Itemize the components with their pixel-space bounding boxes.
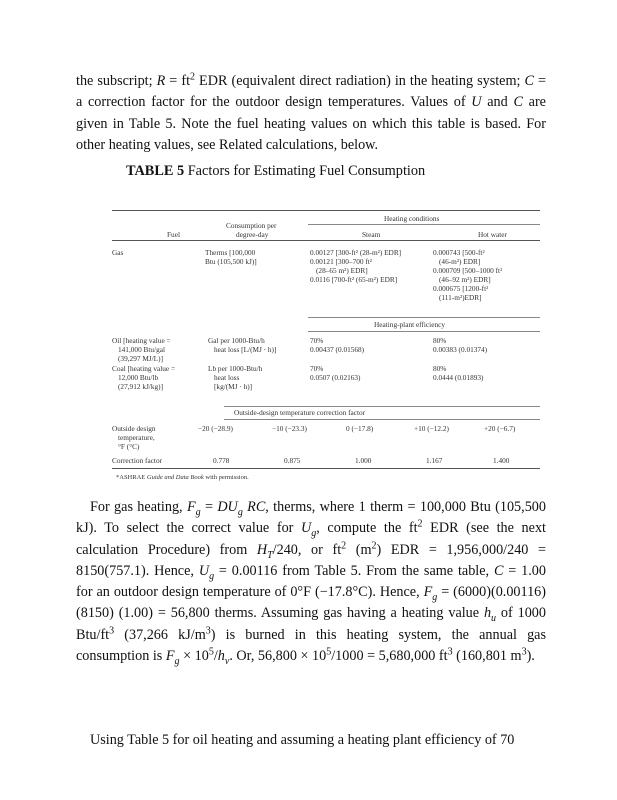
gas-fuel: Gas bbox=[112, 248, 124, 257]
header-consumption-2: degree-day bbox=[236, 230, 269, 239]
gas-hotwater-4: (46–92 m²) EDR] bbox=[439, 275, 491, 284]
gas-steam-2: 0.00121 [300–700 ft² bbox=[310, 257, 372, 266]
oil-fuel-2: 141,000 Btu/gal bbox=[118, 345, 166, 354]
gas-hotwater-5: 0.000675 [1200-ft² bbox=[433, 284, 489, 293]
oil-steam-efficiency: 70% bbox=[310, 336, 324, 345]
gas-hotwater-6: (111-m²)EDR] bbox=[439, 293, 482, 302]
header-fuel: Fuel bbox=[167, 230, 180, 239]
temp-2: −10 (−23.3) bbox=[272, 424, 307, 433]
oil-fuel-1: Oil [heating value = bbox=[112, 336, 171, 345]
coal-fuel-2: 12,000 Btu/lb bbox=[118, 373, 159, 382]
oil-consumption-1: Gal per 1000-Btu/h bbox=[208, 336, 265, 345]
header-consumption-1: Consumption per bbox=[226, 221, 277, 230]
gas-consumption-2: Btu (105,500 kJ)] bbox=[205, 257, 257, 266]
outside-design-label-2: temperature, bbox=[118, 433, 155, 442]
header-heating-conditions: Heating conditions bbox=[384, 214, 440, 223]
gas-steam-3: (28–65 m²) EDR] bbox=[316, 266, 368, 275]
correction-factor-label: Correction factor bbox=[112, 456, 163, 465]
oil-fuel-3: (39,297 MJ/L)] bbox=[118, 354, 163, 363]
coal-consumption-2: heat loss bbox=[214, 373, 240, 382]
header-steam: Steam bbox=[362, 230, 381, 239]
oil-hotwater-value: 0.00383 (0.01374) bbox=[433, 345, 488, 354]
coal-steam-efficiency: 70% bbox=[310, 364, 324, 373]
factor-4: 1.167 bbox=[426, 456, 443, 465]
outside-design-label-1: Outside design bbox=[112, 424, 156, 433]
coal-hotwater-efficiency: 80% bbox=[433, 364, 447, 373]
temp-1: −20 (−28.9) bbox=[198, 424, 233, 433]
gas-hotwater-2: (46-m²) EDR] bbox=[439, 257, 481, 266]
outside-design-label-3: °F (°C) bbox=[118, 442, 140, 451]
factor-1: 0.778 bbox=[213, 456, 230, 465]
coal-consumption-3: [kg/(MJ · h)] bbox=[214, 382, 253, 391]
oil-consumption-2: heat loss [L/(MJ · h)] bbox=[214, 345, 277, 354]
gas-steam-1: 0.00127 [300-ft² (28-m²) EDR] bbox=[310, 248, 402, 257]
oil-hotwater-efficiency: 80% bbox=[433, 336, 447, 345]
oil-steam-value: 0.00437 (0.01568) bbox=[310, 345, 365, 354]
temp-5: +20 (−6.7) bbox=[484, 424, 516, 433]
correction-header: Outside-design temperature correction factor bbox=[234, 408, 366, 417]
paragraph-intro: the subscript; $R = ft^2$ EDR (equivalent direct radiation) in the heating system; C = a correction factor for the outdoor design temperatures. Values of U and C are given in Table 5. Note the fuel heating values on which this table is based. For other heating values, see Related calculations, below. bbox=[76, 71, 546, 153]
paragraph-gas-heating: For gas heating, $F_g = DU_g$ RC, therms, where 1 therm = 100,000 Btu (105,500 kJ). To select the correct value for $U_g$, compute the $ft^2$ EDR (see the next calculation Procedure) from $H_T/240$, or $ft^2$ $(m^2)$ EDR = 1,956,000/240 = 8150(757.1). Hence, $U_g = 0.00116$ from Table 5. From the same table, C = 1.00 for an outdoor design temperature of 0°F (−17.8°C). Hence, $F_g = (6000)(0.00116)(8150) (1.00) = 56,800$ therms. Assuming gas having a heating value $h_u$ of 1000 Btu/$ft^3$ (37,266 $kJ/m^3$) is burned in this heating system, the annual gas consumption is $F_g \times 10^5/h_v$. Or, $56,800 \times 10^5/1000 = 5,680,000$ $ft^3$ (160,801 $m^3$). bbox=[76, 499, 546, 667]
gas-hotwater-1: 0.000743 [500-ft² bbox=[433, 248, 485, 257]
coal-hotwater-value: 0.0444 (0.01893) bbox=[433, 373, 484, 382]
paragraph-oil-heating: Using Table 5 for oil heating and assuming a heating plant efficiency of 70 bbox=[90, 732, 515, 748]
gas-consumption-1: Therms [100,000 bbox=[205, 248, 256, 257]
coal-consumption-1: Lb per 1000-Btu/h bbox=[208, 364, 263, 373]
temp-3: 0 (−17.8) bbox=[346, 424, 374, 433]
plant-efficiency-header: Heating-plant efficiency bbox=[374, 320, 445, 329]
temp-4: +10 (−12.2) bbox=[414, 424, 449, 433]
gas-steam-4: 0.0116 [700-ft² (65-m²) EDR] bbox=[310, 275, 398, 284]
gas-hotwater-3: 0.000709 [500–1000 ft² bbox=[433, 266, 503, 275]
factor-2: 0.875 bbox=[284, 456, 301, 465]
coal-fuel-1: Coal [heating value = bbox=[112, 364, 176, 373]
header-hot-water: Hot water bbox=[478, 230, 507, 239]
coal-steam-value: 0.0507 (0.02163) bbox=[310, 373, 361, 382]
factor-5: 1.400 bbox=[493, 456, 510, 465]
table-caption: TABLE 5 Factors for Estimating Fuel Consumption bbox=[126, 163, 426, 179]
factor-3: 1.000 bbox=[355, 456, 372, 465]
coal-fuel-3: (27,912 kJ/kg)] bbox=[118, 382, 163, 391]
table-footnote: *ASHRAE Guide and Data Book with permission. bbox=[116, 474, 249, 481]
